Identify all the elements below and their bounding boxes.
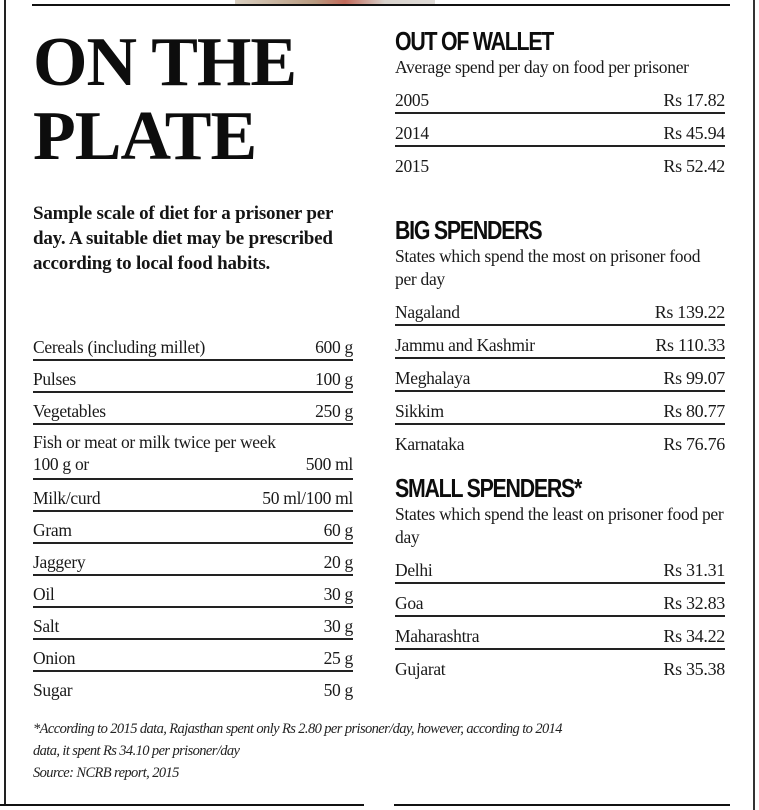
diet-row: [33, 608, 353, 640]
diet-amount: 30 g: [323, 584, 353, 604]
bottom-rule-left: [0, 804, 364, 806]
small-spenders-section: [395, 473, 725, 681]
out-of-wallet-section: [395, 26, 725, 178]
diet-item: Gram: [33, 520, 72, 540]
bottom-rule-right: [394, 804, 730, 806]
row-value: Rs 45.94: [663, 123, 725, 143]
diet-row: [33, 425, 353, 480]
diet-amount: 60 g: [323, 520, 353, 540]
diet-row: [33, 544, 353, 576]
row-value: Rs 76.76: [663, 434, 725, 454]
diet-item: Milk/curd: [33, 488, 101, 508]
row-value: Rs 35.38: [663, 659, 725, 679]
spend-row: [395, 293, 725, 326]
section-title: OUT OF WALLET: [395, 26, 554, 56]
row-value: Rs 110.33: [655, 335, 725, 355]
title-line-2: PLATE: [33, 98, 257, 175]
spend-row: [395, 392, 725, 425]
diet-amount: 500 ml: [305, 454, 353, 474]
row-label: Jammu and Kashmir: [395, 335, 535, 355]
row-label: 2014: [395, 123, 429, 143]
diet-item: Pulses: [33, 369, 76, 389]
footnote-line-2: data, it spent Rs 34.10 per prisoner/day: [33, 743, 240, 759]
diet-item: Jaggery: [33, 552, 86, 572]
diet-row: [33, 576, 353, 608]
row-label: Sikkim: [395, 401, 444, 421]
row-label: Maharashtra: [395, 626, 480, 646]
intro-text: Sample scale of diet for a prisoner per day. A suitable diet may be prescribed according to local food habits.: [33, 203, 333, 274]
row-label: Goa: [395, 593, 424, 613]
spend-row: [395, 650, 725, 681]
spend-row: [395, 326, 725, 359]
row-value: Rs 80.77: [663, 401, 725, 421]
diet-item: Vegetables: [33, 401, 106, 421]
diet-row: [33, 672, 353, 702]
diet-amount: 100 g: [315, 369, 353, 389]
footnote-line-1: *According to 2015 data, Rajasthan spent only Rs 2.80 per prisoner/day, however, according to 2014: [33, 721, 562, 737]
section-title: SMALL SPENDERS*: [395, 473, 582, 503]
diet-amount: 250 g: [315, 401, 353, 421]
row-label: Meghalaya: [395, 368, 471, 388]
frame-left-border: [4, 0, 6, 805]
diet-item: Cereals (including millet): [33, 337, 206, 357]
footnote: [33, 718, 733, 784]
diet-row: [33, 361, 353, 393]
diet-amount: 20 g: [323, 552, 353, 572]
row-label: 2005: [395, 90, 429, 110]
diet-row: [33, 480, 353, 512]
frame-right-border: [753, 0, 755, 810]
row-value: Rs 31.31: [663, 560, 725, 580]
section-title: BIG SPENDERS: [395, 215, 542, 245]
section-subtitle: States which spend the most on prisoner food per day: [395, 246, 701, 289]
row-value: Rs 32.83: [663, 593, 725, 613]
diet-amount: 25 g: [323, 648, 353, 668]
diet-amount: 50 g: [323, 680, 353, 700]
diet-item-continued: 100 g or: [33, 454, 89, 474]
row-value: Rs 139.22: [654, 302, 725, 322]
row-label: Nagaland: [395, 302, 460, 322]
diet-row: [33, 393, 353, 425]
row-value: Rs 34.22: [663, 626, 725, 646]
spend-row: [395, 584, 725, 617]
row-label: Gujarat: [395, 659, 446, 679]
diet-row: [33, 512, 353, 544]
diet-row: [33, 329, 353, 361]
diet-amount: 50 ml/100 ml: [262, 488, 353, 508]
spend-row: [395, 425, 725, 456]
big-spenders-section: [395, 215, 725, 456]
diet-amount: 600 g: [315, 337, 353, 357]
spend-row: [395, 359, 725, 392]
diet-item: Fish or meat or milk twice per week: [33, 432, 276, 452]
diet-amount: 30 g: [323, 616, 353, 636]
row-label: Delhi: [395, 560, 433, 580]
spend-row: [395, 147, 725, 178]
title-line-1: ON THE: [33, 24, 297, 101]
row-value: Rs 99.07: [663, 368, 725, 388]
spend-row: [395, 81, 725, 114]
diet-item: Salt: [33, 616, 60, 636]
section-subtitle: States which spend the least on prisoner food per day: [395, 504, 724, 547]
diet-row: [33, 640, 353, 672]
diet-table: [33, 329, 353, 702]
page-title: [33, 26, 296, 174]
spend-row: [395, 551, 725, 584]
row-label: 2015: [395, 156, 429, 176]
diet-item: Sugar: [33, 680, 73, 700]
row-label: Karnataka: [395, 434, 465, 454]
spend-row: [395, 617, 725, 650]
top-rule: [32, 4, 730, 6]
row-value: Rs 17.82: [663, 90, 725, 110]
spend-row: [395, 114, 725, 147]
diet-item: Onion: [33, 648, 76, 668]
diet-item: Oil: [33, 584, 55, 604]
section-subtitle: Average spend per day on food per prisoner: [395, 57, 689, 77]
source-credit: Source: NCRB report, 2015: [33, 765, 179, 781]
row-value: Rs 52.42: [663, 156, 725, 176]
